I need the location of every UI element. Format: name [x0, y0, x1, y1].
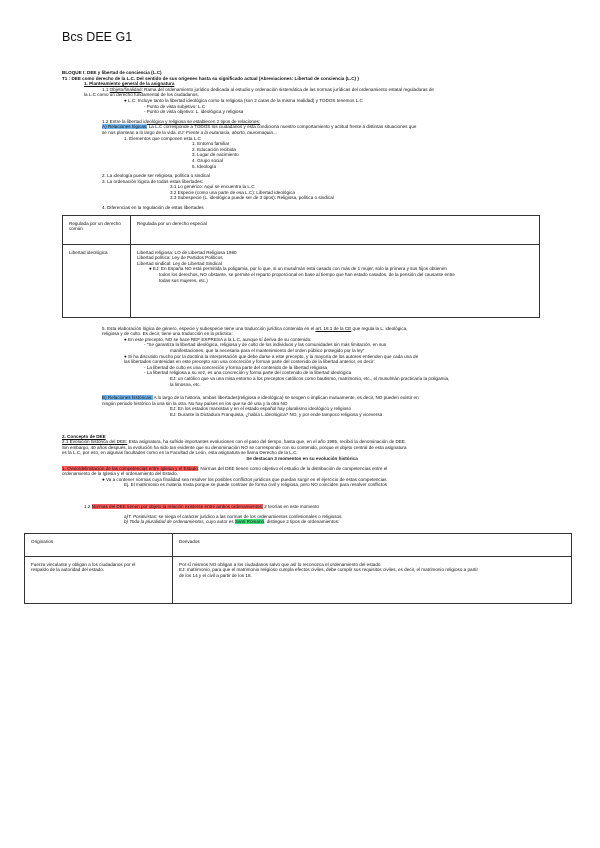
- elemento-5: 5. Ideología: [192, 163, 217, 169]
- elemento-3: 3. Lugar de nacimiento: [192, 152, 239, 158]
- para-5-sub-religiosa: - La libertad religiosa a su vez, es una concreción y forma parte del contenido de la libertad ideológica: [144, 370, 352, 376]
- table1-cell-especial: Libertad religiosa: LO de Libertad Religiosa 1980 Libertad política: Ley de Partidos Políticos Libertad sindical: Ley de Libertad Sindical ● EJ: En España NO está permitida la poligamia, por lo que, si un musulmán está casado con más de 1 mujer, solo la primera y sus hijos obtienen todos los derechos, NO obstante, se permite el reparto proporcional en base al tiempo que han estado casados, de la pensión del causante entre todas sus mujeres, etc.): [131, 244, 540, 317]
- momento-1-bullet: ● Va a contener normas cuya finalidad sea resolver los posibles conflictos jurídicos que puedan surgir en el ejercicio de estas competencias: [102, 476, 387, 482]
- para-1-1-line2: la L.C como un derecho fundamental de los ciudadanos.: [84, 92, 199, 98]
- elemento-4: 4. Grupo social: [192, 157, 223, 163]
- relaciones-historicas: B) Relaciones históricas: A lo largo de la historia, ambas libertades(religiosa e ideológica) se sexgen o implican mutuamente, es decir, NO pueden existir en: [102, 395, 419, 401]
- sub-bullet-subjetivo: - Punto de vista subjetivo: L.C: [144, 103, 206, 109]
- table1-header-comun: Regulada por un derecho común: [63, 215, 131, 244]
- table1-cell-ideologica: Libertad ideológica: [63, 244, 131, 317]
- highlight-relaciones-historicas: B) Relaciones históricas:: [102, 395, 153, 401]
- momentos-heading: Se destacan 3 momentos en su evolución histórica: [246, 455, 358, 461]
- document-title: Bcs DEE G1: [62, 30, 133, 44]
- table2-cell-originarios: Fuerza vinculante y obligan a los ciudadanos por el respaldo de la autoridad del estado.: [25, 556, 173, 603]
- ordenamientos-table: [24, 533, 572, 604]
- highlight-relaciones-logicas: A) Relaciones lógicas:: [102, 124, 148, 130]
- para-5-quote-1: - "Se garantiza la libertad ideológica, religiosa y de culto de los individuos y las comunidades sin más limitación, en sus: [144, 342, 387, 348]
- section-2-heading: 2. Concepto de DEE: [62, 433, 106, 439]
- para-5-bullet-2-line2: las libertades contenidas en este precepto son una concreción y forman parte del contenido de la libertad anterior, es decir:: [124, 359, 375, 365]
- para-2-1-line3: es la L.C, por eso, en algunas facultades como en la Facultad de León, esta asignatura se llama Derecho de la L.C.: [62, 450, 298, 456]
- para-5-bullet-1: ● En este precepto, NO se hace REF EXPRESA a la L.C, aunque sí deriva de su contenido:: [124, 336, 312, 342]
- para-5-sub-culto: - La libertad de culto es una concreción y forma parte del contenido de la libertad religiosa: [144, 364, 328, 370]
- document-body: [31, 70, 542, 604]
- para-5-ej: EJ: un católico que va una misa entorno a los preceptos católicos como bautismo, matrimonio, etc., el musulmán practicaría la poligamia,: [170, 376, 450, 381]
- elemento-2: 2. Educación recibida: [192, 146, 236, 152]
- relaciones-logicas-line2: se nos plantean a lo largo de la vida. EJ: Frente a la eutanasia, aborto, tauromaquia…: [102, 129, 278, 135]
- bullet-lc: ● L.C: Incluye tanto la libertad ideológica como la religiosa (son 2 caras de la misma realidad) y TODOS tenemos L.C: [124, 97, 363, 103]
- relaciones-logicas: A) Relaciones lógicas: La L.C corresponde a TODOS los ciudadanos y ésta condiciona nuestro comportamiento y actitud frente a distintas situaciones que: [102, 124, 417, 130]
- para-5-bullet-2: ● Si ha discutido mucho por la doctrina la interpretación que debe darse a este precepto, y la mayoría de los autores entienden que cada una de: [124, 353, 419, 359]
- section-1-heading: 1. Planteamiento general de la asignatura: [84, 81, 175, 87]
- t1-heading: T1 : DEE como derecho de la L.C. Del sentido de sus orígenes hasta su significado actual (Abreviaciones: Libertad de conciencia (L.C) ): [62, 75, 359, 81]
- highlight-momento-1: 1. Ovvio/delimitación de las competencias entre Iglesia y el Estado: [62, 465, 198, 471]
- momento-1: 1. Ovvio/delimitación de las competencias entre Iglesia y el Estado: Normas del DEE tienen como objetivo el estudio de la distribución de competencias entre el: [62, 465, 388, 471]
- ordenacion-3-3: 3.3 Subespecie (L. ideológica puede ser de 3 tipos): Religiosa, política o sindical: [170, 195, 334, 201]
- table2-header-derivados: Derivados: [173, 533, 572, 556]
- para-1-1: 1.1 Objeto/finalidad: Rama del ordenamiento jurídico dedicada al estudio y ordenación sistemática de las normas jurídicas del ordenamiento estatal reguladoras de: [102, 86, 434, 92]
- momento-1-line2: ordenamiento de la Iglesia y el ordenamiento del Estado.: [62, 471, 178, 477]
- ideologia-item: 2. La ideología puede ser religiosa, política o sindical: [102, 173, 210, 179]
- para-2-1: 2.1 Evolución histórica del DEE: Esta asignatura, ha sufrido importantes evoluciones con el paso del tiempo, hasta que, en el año 1985, recibió la denominación de DEE.: [62, 439, 407, 445]
- teoria-a: a)T. Positivistas: se niega el carácter jurídico a las normas de los ordenamientos confesionales o religiosos.: [124, 513, 343, 519]
- bloque-heading: BLOQUE I: DEE y libertad de conciencia (L.C): [62, 70, 162, 75]
- para-5-line2: religiosa y de culto. Es decir, tiene una traducción en la práctica:: [102, 331, 233, 337]
- momento-2: 1.2 Normas del DEE tienen por objeto la relación existente entre ambos ordenamientos: 2 teorías en este momento: [84, 503, 319, 509]
- elemento-1: 1. Entorno familiar: [192, 141, 230, 147]
- ordenacion-item: 3. La ordenación lógica de todas estas libertades:: [102, 178, 204, 184]
- para-2-1-line2: Sin embargo, 40 años después, la evolución ha sido tan evidente que su denominación NO se corresponde con su contenido, porque el objeto central de esta asignatura: [62, 444, 407, 450]
- sub-bullet-objetivo: - Punto de vista objetivo: L. ideológica y religiosa: [144, 109, 244, 115]
- para-5: 5. Esta elaboración lógica de género, especie y subespecie tiene una traducción jurídica contenida en el art. 16.1 de la CE que regula la L. ideológica,: [102, 325, 408, 331]
- table1-header-especial: Regulada por un derecho especial: [131, 215, 540, 244]
- table2-cell-derivados: Por sí mismos NO obligan a los ciudadanos salvo que así lo reconozca el ordenamiento del estado EJ: matrimonio, para que el matrimonio religioso cumpla efectos civiles, debe cumplir sus requisitos civiles, es decir, el matrimonio religioso a partir de los 14 y el civil a partir de los 18.: [173, 556, 572, 603]
- regulation-table: [62, 215, 540, 318]
- momento-1-ej: Ej. El matrimonio es materia mixta porque se puede contraer de forma civil y religiosa, pero NO coinciden para resolver conflictos: [124, 482, 387, 488]
- art-16-1-ce: art. 16.1 de la CE: [315, 325, 352, 331]
- table2-header-originarios: Originarios: [25, 533, 173, 556]
- highlight-santi-romano: Santi Romano: [234, 519, 265, 525]
- diferencias-item: 4. Diferencias en la regulación de estas libertades: [102, 205, 204, 211]
- ordenacion-3-1: 3.1 Lo genérico: Aquí se encuentra la L.C: [170, 184, 255, 190]
- highlight-momento-2: Normas del DEE tienen por objeto la relación existente entre ambos ordenamientos:: [91, 503, 264, 509]
- ordenacion-3-2: 3.2 Especie (como una parte de esa L.C): Libertad ideológica: [170, 189, 295, 195]
- teoria-b: b) Toda la pluralidad de ordenamientos, cuyo autor es Santi Romano, distingue 2 tipos de ordenamientos:: [124, 519, 340, 525]
- para-5-quote-2: manifestaciones, que la necesaria para el mantenimiento del orden público protegido por la ley": [170, 348, 365, 354]
- relaciones-historicas-ej1: EJ: En los estados marxistas y en el estado español hay pluralismo ideológico y religioso: [170, 406, 352, 412]
- relaciones-historicas-ej2: EJ: Durante la Dictadura Franquista, ¿había L.ideológica? NO, y por ende tampoco religiosa y viceversa: [170, 411, 383, 417]
- para-1-2: 1.2 Entre la libertad ideológica y religiosa se establecen 2 tipos de relaciones:: [102, 118, 261, 124]
- relaciones-historicas-line2: ningún periodo histórico la una sin la otra. No hay países en los que se dé una y la otra NO: [102, 400, 288, 406]
- para-5-ej-line2: la limosna, etc.: [170, 381, 201, 387]
- objeto-finalidad-term: Objeto/finalidad: [109, 86, 142, 92]
- elementos-heading: 1. Elementos que componen esta L.C: [124, 135, 201, 141]
